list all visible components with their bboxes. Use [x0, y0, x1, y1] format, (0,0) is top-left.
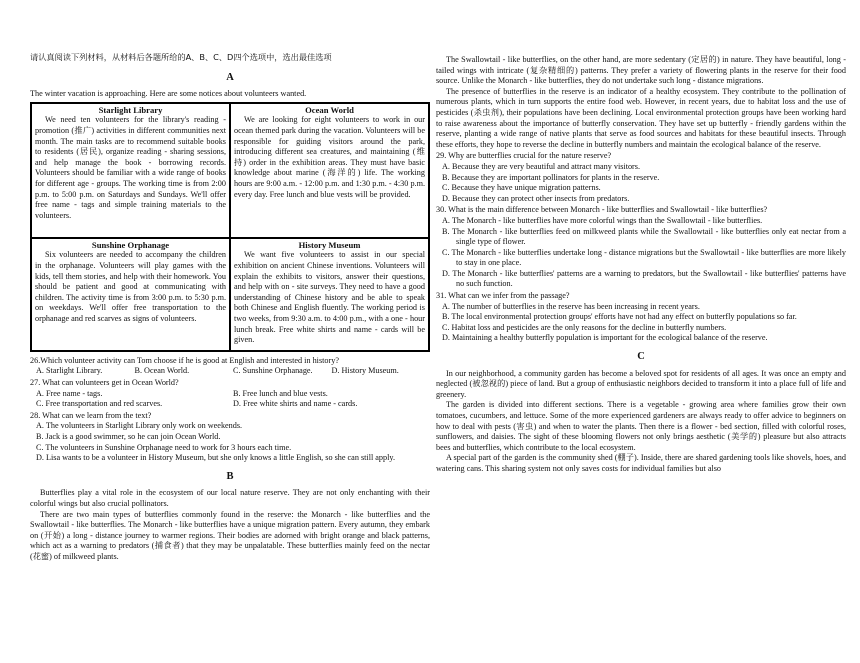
option-b[interactable]: B. Because they are important pollinators for plants in the reserve.: [442, 172, 660, 182]
section-c-paragraph: In our neighborhood, a community garden has become a beloved spot for residents of all ages. It was once an empty and neglected (被忽视的) piece of land. But a group of enthusiastic neighbors decided to transform it into a place full of life and greenery.: [436, 368, 846, 399]
notice-history-museum: [230, 238, 429, 351]
option-c[interactable]: C. Because they have unique migration patterns.: [442, 183, 601, 193]
option-c[interactable]: C. Sunshine Orphanage.: [233, 366, 313, 376]
option-d[interactable]: D. Maintaining a healthy butterfly population is important for the ecological balance of the reserve.: [442, 333, 768, 343]
option-a[interactable]: A. Because they are very beautiful and attract many visitors.: [442, 161, 641, 171]
option-a[interactable]: A. Starlight Library.: [36, 366, 103, 376]
question-30: [436, 205, 846, 290]
section-b-paragraph: Butterflies play a vital role in the ecosystem of our local nature reserve. They are not only enchanting with their colorful wings but also crucial pollinators.: [30, 488, 430, 508]
question-27: [30, 378, 430, 410]
right-column: [436, 55, 846, 663]
option-b[interactable]: B. Jack is a good swimmer, so he can join Ocean World.: [36, 431, 221, 441]
notice-title: History Museum: [298, 239, 361, 250]
section-a-intro: The winter vacation is approaching. Here are some notices about volunteers wanted.: [30, 89, 307, 99]
question-stem: 26.Which volunteer activity can Tom choose if he is good at English and interested in history?: [30, 355, 339, 365]
option-c[interactable]: C. Free transportation and red scarves.: [36, 399, 163, 409]
option-b[interactable]: B. The Monarch - like butterflies feed on milkweed plants while the Swallowtail - like butterflies only eat nectar from a single type of flower.: [442, 226, 846, 247]
option-a[interactable]: A. Free name - tags.: [36, 388, 103, 398]
option-c[interactable]: C. Habitat loss and pesticides are the only reasons for the decline in butterfly numbers.: [442, 322, 727, 332]
question-stem: 28. What can we learn from the text?: [30, 410, 152, 420]
section-b-paragraph: The Swallowtail - like butterflies, on the other hand, are more sedentary (定居的) in nature. They have beautiful, long - tailed wings with intricate (复杂精细的) patterns. They prefer a variety of flowering plants in the reserve for their food source. Unlike the Monarch - like butterflies, they do not undertake such long - distance migrations.: [436, 55, 846, 86]
option-c[interactable]: C. The Monarch - like butterflies undertake long - distance migrations but the Swallowtail - like butterflies are more likely to stay in one place.: [442, 247, 846, 268]
section-a-heading: A: [226, 71, 234, 83]
section-b-heading: B: [226, 470, 234, 482]
option-c[interactable]: C. The volunteers in Sunshine Orphanage need to work for 3 hours each time.: [36, 442, 292, 452]
notice-ocean-world: [230, 103, 429, 238]
question-31: [436, 291, 846, 344]
option-b[interactable]: B. Free lunch and blue vests.: [233, 388, 328, 398]
option-b[interactable]: B. The local environmental protection groups' efforts have not had any effect on butterfly populations so far.: [442, 312, 797, 322]
option-d[interactable]: D. Lisa wants to be a volunteer in History Museum, but she only knows a little English, so she can still apply.: [36, 453, 395, 463]
option-d[interactable]: D. Because they can protect other insects from predators.: [442, 193, 630, 203]
option-d[interactable]: D. Free white shirts and name - cards.: [233, 399, 358, 409]
question-26: [30, 356, 430, 377]
option-a[interactable]: A. The Monarch - like butterflies have more colorful wings than the Swallowtail - like butterflies.: [442, 215, 763, 225]
question-stem: 27. What can volunteers get in Ocean World?: [30, 377, 179, 387]
option-d[interactable]: D. History Museum.: [331, 366, 399, 376]
notice-body: We are looking for eight volunteers to work in our ocean themed park during the vacation. Volunteers will be responsible for guiding visitors around the park, introducing different sea creatures, and maintaining (维持) order in the exhibition areas. They must have basic knowledge about marine (海洋的) life. The working hours are 9:00 a.m. - 12:00 p.m. and 1:30 p.m. - 4:30 p.m. every day. Free lunch and blue vests will be provided.: [234, 115, 425, 199]
question-29: [436, 151, 846, 204]
section-c-heading: C: [637, 351, 645, 363]
notice-title: Sunshine Orphanage: [91, 239, 170, 250]
question-stem: 30. What is the main difference between Monarch - like butterflies and Swallowtail - like butterflies?: [436, 205, 768, 215]
section-b-paragraph: There are two main types of butterflies commonly found in the reserve: the Monarch - like butterflies and the Swallowtail - like butterflies. The Monarch - like butterflies have a unique migration pattern. Every autumn, they embark on (开始) a long - distance journey to warmer regions. Their bodies are adorned with bright orange and black patterns, which act as a warning to predators (捕食者) that they may be unpalatable. These butterflies mainly feed on the nectar (花蜜) of milkweed plants.: [30, 509, 430, 561]
notice-body: We want five volunteers to assist in our special exhibition on ancient Chinese inventions. Volunteers will explain the exhibits to visitors, answer their questions, and help with on - site surveys. They need to have a good understanding of Chinese history and be able to speak both Chinese and English fluently. The working period is two weeks, from 9:30 a.m. to 4:00 p.m., with a one - hour lunch break. Free white shirts and name - cards will be given.: [234, 250, 425, 345]
section-c-paragraph: A special part of the garden is the community shed (棚子). Inside, there are shared gardening tools like shovels, hoes, and watering cans. This sharing system not only saves costs for individual families but also: [436, 453, 846, 473]
option-d[interactable]: D. The Monarch - like butterflies' patterns are a warning to predators, but the Swallowtail - like butterflies' patterns have no such function.: [442, 268, 846, 289]
question-stem: 29. Why are butterflies crucial for the nature reserve?: [436, 151, 612, 161]
notice-title: Starlight Library: [98, 104, 163, 115]
section-c-paragraph: The garden is divided into different sections. There is a vegetable - growing area where families grow their own tomatoes, cucumbers, and lettuce. Some of the more experienced gardeners are always ready to offer advice to beginners on how to deal with pests (害虫) and when to water the plants. Then there is a flower - bed section, filled with colorful roses, sunflowers, and daisies. The sight of these blooming flowers not only brings aesthetic (美学的) pleasure but also attracts bees and butterflies, which contribute to the local ecosystem.: [436, 400, 846, 452]
left-column: [30, 52, 430, 660]
section-b-paragraph: The presence of butterflies in the reserve is an indicator of a healthy ecosystem. They contribute to the pollination of numerous plants, which in turn supports the entire food web. However, in recent years, due to habitat loss and the use of pesticides (杀虫剂), their populations have been declining. Local environmental protection groups have been working hard to raise awareness about the importance of butterfly conservation. They have set up butterfly - friendly gardens within the reserve, planting a wide range of native plants that serve as food sources and habitats for these beautiful insects. Through these efforts, they hope to reverse the decline in butterfly numbers and maintain the ecological balance of the reserve.: [436, 86, 846, 149]
notice-starlight-library: [31, 103, 230, 238]
option-a[interactable]: A. The volunteers in Starlight Library only work on weekends.: [36, 421, 243, 431]
notice-title: Ocean World: [305, 104, 354, 115]
notices-table: [30, 102, 430, 352]
option-a[interactable]: A. The number of butterflies in the reserve has been increasing in recent years.: [442, 301, 700, 311]
question-stem: 31. What can we infer from the passage?: [436, 291, 570, 301]
notice-body: Six volunteers are needed to accompany the children in the orphanage. Volunteers will play games with the kids, tell them stories, and help with their homework. You should be patient and good at communicating with children. The activity time is from 3:00 p.m. to 5:30 p.m. on weekdays. We'll offer free transportation to the orphanage and red scarves as signs of volunteers.: [35, 250, 226, 323]
option-b[interactable]: B. Ocean World.: [134, 366, 190, 376]
instruction: 请认真阅读下列材料，从材料后各题所给的A、B、C、D四个选项中，选出最佳选项: [30, 52, 332, 62]
notice-sunshine-orphanage: [31, 238, 230, 351]
notice-body: We need ten volunteers for the library's reading - promotion (推广) activities in different communities next month. The main tasks are to recommend suitable books to residents (居民), organize reading - sharing sessions, and help manage the book - borrowing records. Volunteers should be familiar with a wide range of books for different age - groups. The working time is from 2:00 p.m. to 5:00 p.m. on Saturdays and Sundays. We'll offer free name - tags and simple training materials to the volunteers.: [35, 115, 226, 220]
question-28: [30, 411, 430, 464]
